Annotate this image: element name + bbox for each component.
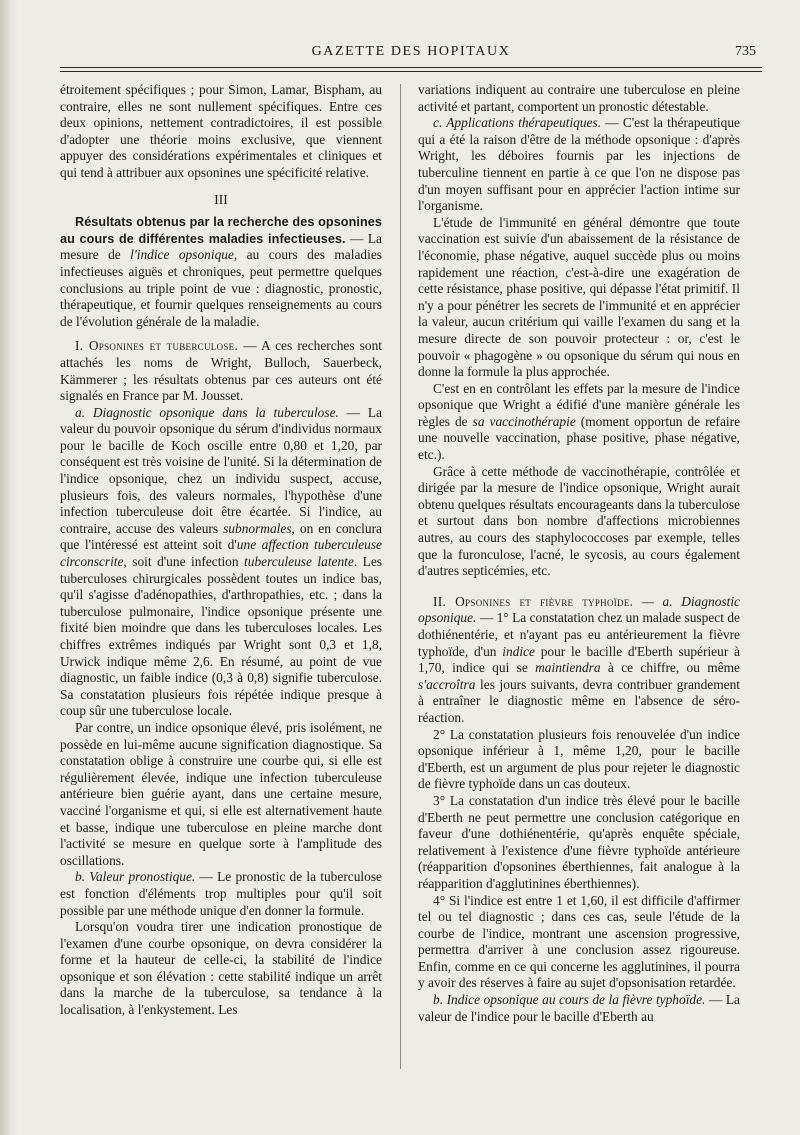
spacer — [60, 330, 382, 338]
text-run: — La valeur du pouvoir opsonique du sérum d'individus normaux pour le bacille de Koch oscille entre 0,80 et 1,20, par conséquent est très voisine de l'unité. Si la détermination de l'indice opsonique, chez un individu suspect, accuse, plusieurs fois, des valeurs normales, l'hypothèse d'une infection tuberculeuse doit être écartée. Si l'indice, au contraire, accuse des valeurs — [60, 404, 382, 536]
text-run: . Les tuberculoses chirurgicales possèdent toutes un indice bas, qu'il s'agisse d'adénopathies, d'arthropathies, etc. ; dans la tuberculose pulmonaire, l'indice opsonique présente une fixité bien moindre que dans les tuberculoses locales. Les chiffres extrêmes indiqués par Wright sont 0,3 et 1,8, Urwick indique même 2,6. En résumé, au point de vue diagnostic, un faible indice (0,3 à 0,8) signifie tuberculose. Sa constatation plusieurs fois répétée indique presque à coup sûr une tuberculose locale. — [60, 554, 382, 719]
paragraph: Lorsqu'on voudra tirer une indication pronostique de l'examen d'une courbe opsonique, on devra considérer la forme et la hauteur de celle-ci, la stabilité de l'indice opsonique et son élévation : cette stabilité indique un arrêt dans la marche de la tuberculose, sa tendance à la localisation, à l'enkystement. Les — [60, 919, 382, 1018]
italic-run: sa vaccinothérapie — [472, 413, 576, 429]
item-label: a. Diagnostic opsonique dans la tuberculose. — [75, 404, 339, 420]
text-run: — C'est la thérapeutique qui a été la raison d'être de la méthode opsonique : d'après Wright, les déboires fournis par les injections de tuberculine tiennent en partie à ce que l'on ne dispose pas d'un moyen suffisant pour en apprécier l'action intime sur l'organisme. — [418, 115, 740, 214]
paragraph — [60, 869, 382, 919]
paragraph: 2° La constatation plusieurs fois renouvelée d'un indice opsonique inférieur à 1, même 1,20, pour le bacille d'Eberth, est un argument de plus pour rejeter le diagnostic de fièvre typhoïde dans un cas douteux. — [418, 726, 740, 792]
subsection-heading: II. Opsonines et fièvre typhoïde. — [433, 593, 634, 609]
text-run: pour le bacille d'Eberth supérieur à 1,70, indice qui se — [418, 643, 740, 676]
text-run: — Le pronostic de la tuberculose est fonction d'éléments trop multiples pour qu'il soit possible par une méthode unique d'en donner la formule. — [60, 869, 382, 918]
paragraph — [60, 405, 382, 720]
header-rule-thick — [60, 67, 762, 68]
italic-run: l'indice opsonique — [130, 247, 234, 263]
italic-run: s'accroîtra — [418, 676, 476, 692]
paragraph: variations indiquent au contraire une tuberculose en pleine activité et partant, comportent un pronostic détestable. — [418, 82, 740, 114]
paragraph — [418, 115, 740, 215]
paragraph: Grâce à cette méthode de vaccinothérapie, contrôlée et dirigée par la mesure de l'indice opsonique, Wright aurait obtenu quelques résultats encourageants dans la tuberculose et surtout dans bon nombre d'affections microbiennes autres, au cours des staphylococcoses par exemple, telles que la furonculose, l'acné, le sycosis, au cours également d'autres septicémies, etc. — [418, 463, 740, 579]
section-paragraph — [60, 214, 382, 330]
text-run: C'est en en contrôlant les effets par la mesure de l'indice opsonique que Wright a édifié d'une manière générale les règles de — [418, 380, 740, 429]
paragraph — [418, 992, 740, 1025]
section-heading: Résultats obtenus par la recherche des opsonines au cours de différentes maladies infectieuses. — [60, 215, 382, 246]
paragraph: étroitement spécifiques ; pour Simon, Lamar, Bispham, au contraire, elles ne sont nullement spécifiques. Entre ces deux opinions, nettement contradictoires, il est possible d'adopter une théorie moins exclusive, que viennent appuyer des considérations expérimentales et cliniques et qui tend à attribuer aux opsonines une spécificité relative. — [60, 82, 382, 180]
item-label: c. Applications thérapeutiques. — [433, 115, 602, 131]
text-run: , on en conclura que l'intéressé est atteint soit d' — [60, 520, 382, 553]
text-run: — La mesure de — [60, 230, 382, 263]
italic-run: indice — [502, 643, 535, 659]
right-column — [418, 82, 740, 1092]
italic-run: subnormales — [223, 520, 292, 536]
paragraph — [418, 381, 740, 464]
page-number: 735 — [735, 44, 756, 59]
spacer — [418, 580, 740, 594]
text-run: , soit d'une infection — [123, 554, 245, 570]
header-rule-thin — [60, 71, 762, 72]
text-run: — La valeur de l'indice pour le bacille d'Eberth au — [418, 992, 740, 1024]
page-binding-shadow — [0, 0, 18, 1135]
item-label: — a. Diagnostic opsonique. — [418, 593, 740, 626]
item-label: b. Indice opsonique au cours de la fièvre typhoïde. — [433, 992, 706, 1008]
column-divider — [400, 84, 401, 1069]
text-run: — 1° La constatation chez un malade suspect de dothiénentérie, et n'ayant pas eu antérieurement la fièvre typhoïde, d'un — [418, 610, 740, 659]
text-run: les jours suivants, devra contribuer grandement à entraîner le diagnostic même en l'absence de séro-réaction. — [418, 676, 740, 725]
subsection-paragraph — [418, 594, 740, 727]
left-column — [60, 82, 382, 1092]
item-label: b. Valeur pronostique. — [75, 869, 196, 885]
paragraph: L'étude de l'immunité en général démontre que toute vaccination est suivie d'un abaissement de la résistance de l'économie, phase négative, auquel succède plus ou moins rapidement une réaction, c'est-à-dire une exagération de cette résistance, phase positive, qui dépasse l'état primitif. Il n'y a pour pénétrer les secrets de l'immunité et en apprécier la valeur, aucun critérium qui vaille l'examen du sang et la mesure directe de son pouvoir protecteur : or, c'est le pouvoir « phagogène » ou opsonique du sérum qui nous en donne la formule la plus approchée. — [418, 214, 740, 380]
section-number: III — [214, 191, 228, 207]
text-run: (moment opportun de refaire une nouvelle vaccination, phase positive, phase négative, etc.). — [418, 413, 741, 463]
paragraph: Par contre, un indice opsonique élevé, pris isolément, ne possède en lui-même aucune signification diagnostique. Sa constatation oblige à construire une courbe qui, si elle est régulièrement élevée, indique une infection tuberculeuse antérieure bien guérie ayant, dans une certaine mesure, vacciné l'organisme et qui, si elle est alternativement haute et basse, indique une tuberculose en pleine marche dont l'activité se mesure en quelque sorte à l'amplitude des oscillations. — [60, 719, 382, 868]
text-columns — [60, 82, 740, 1092]
italic-run: tuberculeuse latente — [244, 554, 354, 570]
page-header — [58, 44, 764, 66]
subsection-paragraph — [60, 338, 382, 404]
subsection-heading: I. Opsonines et tuberculose. — [75, 338, 239, 354]
journal-title: GAZETTE DES HOPITAUX — [311, 44, 511, 59]
text-run: à ce chiffre, ou même — [600, 660, 741, 676]
italic-run: une affection tuberculeuse circonscrite — [60, 537, 382, 570]
text-run: — A ces recherches sont attachés les noms de Wright, Bulloch, Sauerbeck, Kämmerer ; les résultats obtenus par ces auteurs ont été signalés en France par M. Jousset. — [60, 338, 382, 404]
italic-run: maintiendra — [535, 660, 601, 676]
paragraph: 3° La constatation d'un indice très élevé pour le bacille d'Eberth ne peut permettre une conclusion catégorique en faveur d'une dothiénentérie, qu'après enquête spéciale, relativement à l'existence d'une fièvre typhoïde antérieure (réapparition d'opsonines éberthiennes, fait analogue à la réapparition d'agglutinines éberthiennes). — [418, 792, 740, 891]
text-run: , au cours des maladies infectieuses aiguës et chroniques, peut permettre quelques conclusions au triple point de vue : diagnostic, pronostic, thérapeutique, et fournir quelques renseignements au cours de l'évolution générale de la maladie. — [60, 247, 382, 329]
paragraph: 4° Si l'indice est entre 1 et 1,60, il est difficile d'affirmer tel ou tel diagnostic ; dans ces cas, seule l'étude de la courbe de l'indice, montrant une ascension progressive, permettra d'arriver à une conclusion assez rigoureuse. Enfin, comme en ce qui concerne les agglutinines, il pourra y avoir des réserves à faire au sujet d'opsonisation retardée. — [418, 892, 740, 991]
